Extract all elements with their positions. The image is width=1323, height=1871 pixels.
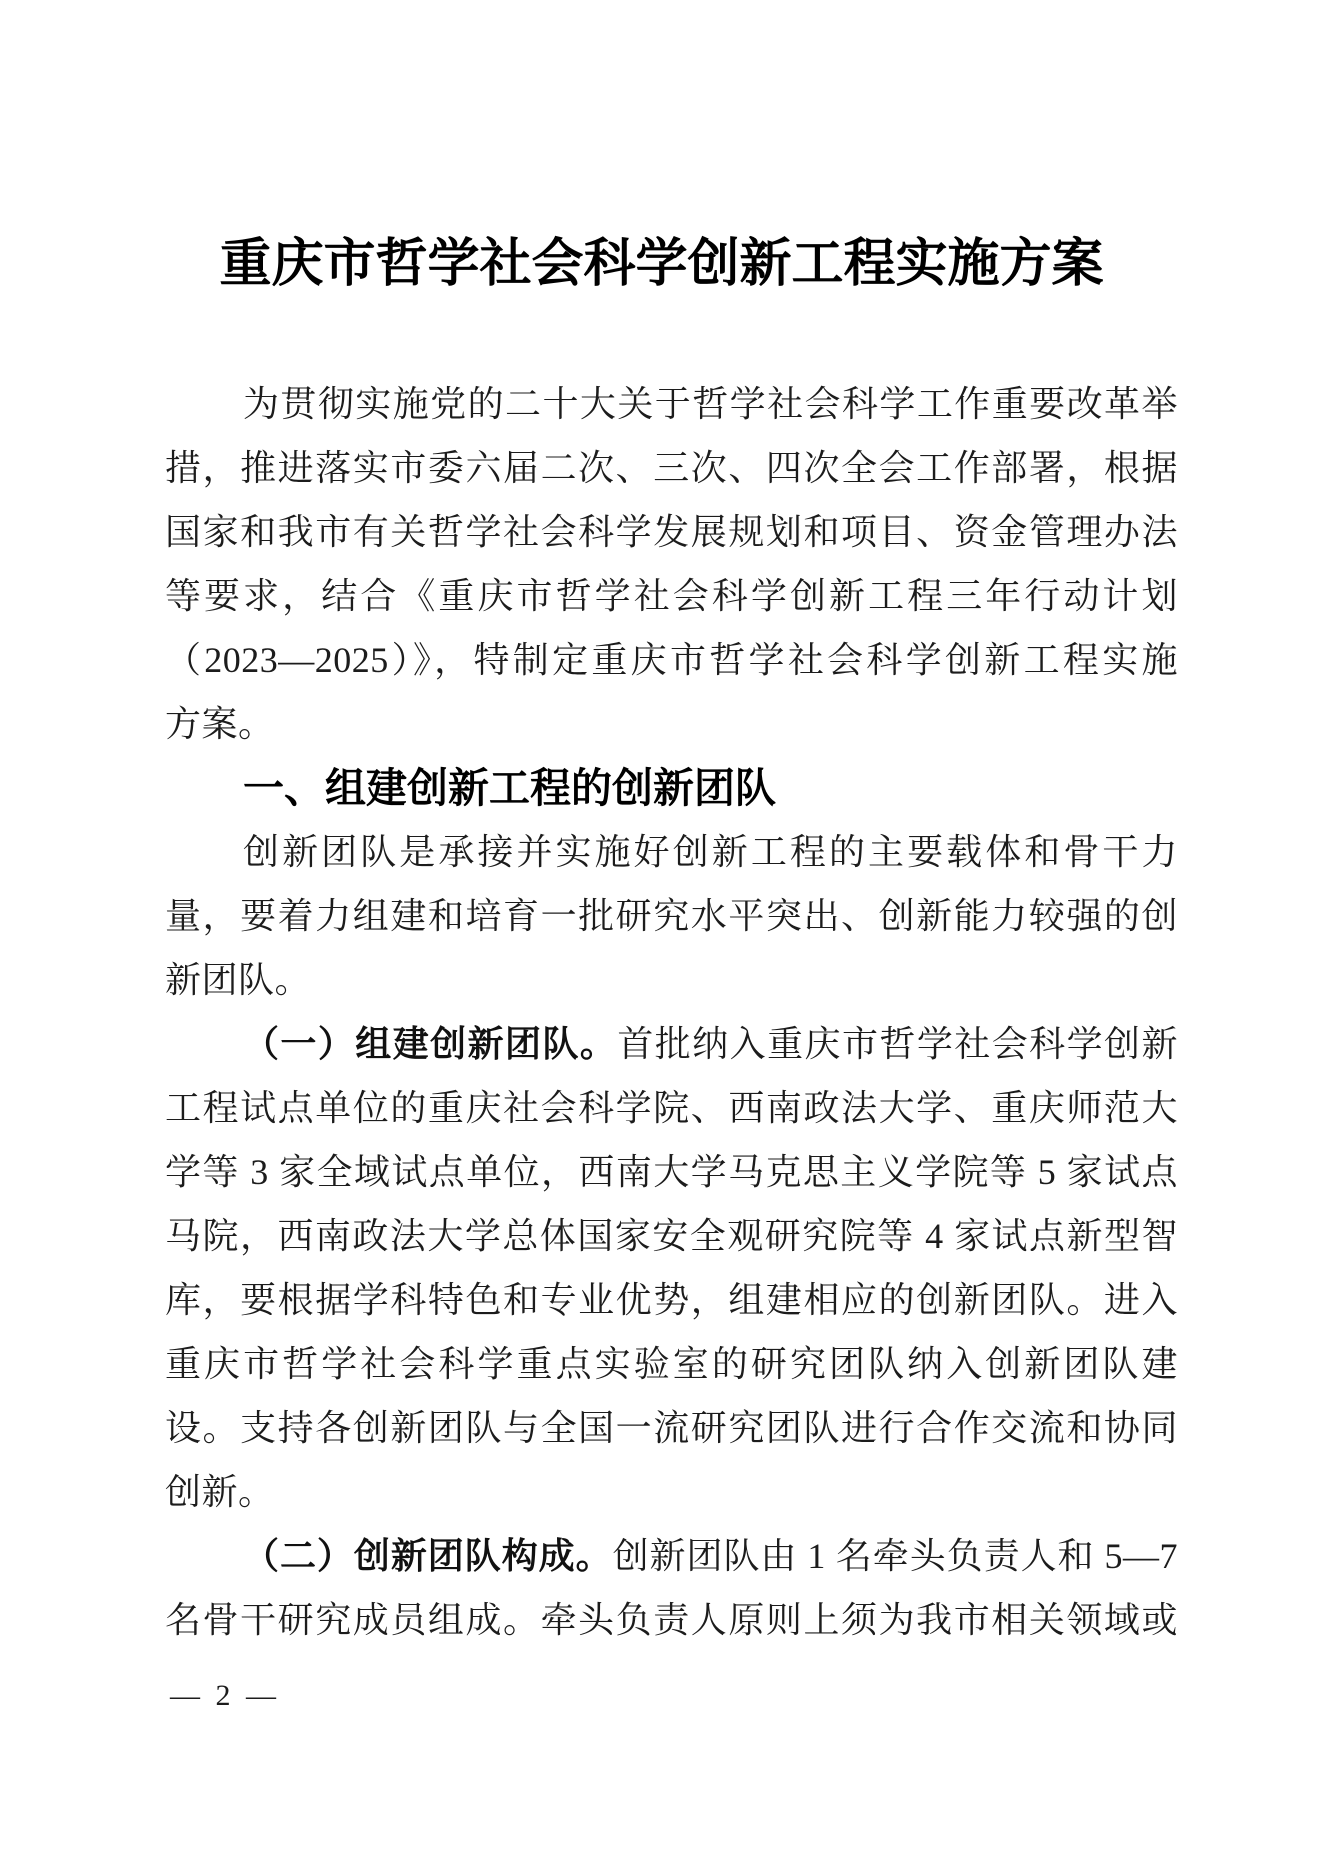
- page-number: — 2 —: [170, 1679, 276, 1712]
- text-line: （2023—2025）》，特制定重庆市哲学社会科学创新工程实施: [165, 640, 1178, 680]
- document-body: [165, 372, 1178, 1652]
- text-line: 工程试点单位的重庆社会科学院、西南政法大学、重庆师范大: [165, 1088, 1178, 1128]
- document-title: 重庆市哲学社会科学创新工程实施方案: [219, 236, 1104, 293]
- text-line: 创新团队是承接并实施好创新工程的主要载体和骨干力: [243, 832, 1178, 872]
- text-line: 为贯彻实施党的二十大关于哲学社会科学工作重要改革举: [243, 384, 1178, 424]
- paragraph: [165, 1524, 1178, 1652]
- paragraph: [165, 820, 1178, 1012]
- lead-run: （一）组建创新团队。: [243, 1024, 618, 1064]
- text-line: 等要求，结合《重庆市哲学社会科学创新工程三年行动计划: [165, 576, 1178, 616]
- text-line: 创新。: [165, 1472, 275, 1512]
- text-line: 库，要根据学科特色和专业优势，组建相应的创新团队。进入: [165, 1280, 1178, 1320]
- text-line: 量，要着力组建和培育一批研究水平突出、创新能力较强的创: [165, 896, 1178, 936]
- text-line: 马院，西南政法大学总体国家安全观研究院等 4 家试点新型智: [165, 1216, 1178, 1256]
- section-heading: 一、组建创新工程的创新团队: [243, 765, 776, 811]
- text-line: 设。支持各创新团队与全国一流研究团队进行合作交流和协同: [165, 1408, 1178, 1448]
- paragraph: [165, 1012, 1178, 1524]
- text-line: 重庆市哲学社会科学重点实验室的研究团队纳入创新团队建: [165, 1344, 1178, 1384]
- text-line: 名骨干研究成员组成。牵头负责人原则上须为我市相关领域或: [165, 1600, 1178, 1640]
- lead-run: （二）创新团队构成。: [243, 1536, 613, 1576]
- text-line: 方案。: [165, 704, 275, 744]
- text-line: （一）组建创新团队。首批纳入重庆市哲学社会科学创新: [243, 1024, 1178, 1064]
- text-line: 新团队。: [165, 960, 312, 1000]
- text-line: 国家和我市有关哲学社会科学发展规划和项目、资金管理办法: [165, 512, 1178, 552]
- text-line: 措，推进落实市委六届二次、三次、四次全会工作部署，根据: [165, 448, 1178, 488]
- paragraph: [165, 372, 1178, 756]
- text-line: （二）创新团队构成。创新团队由 1 名牵头负责人和 5—7: [243, 1536, 1178, 1576]
- text-line: 学等 3 家全域试点单位，西南大学马克思主义学院等 5 家试点: [165, 1152, 1178, 1192]
